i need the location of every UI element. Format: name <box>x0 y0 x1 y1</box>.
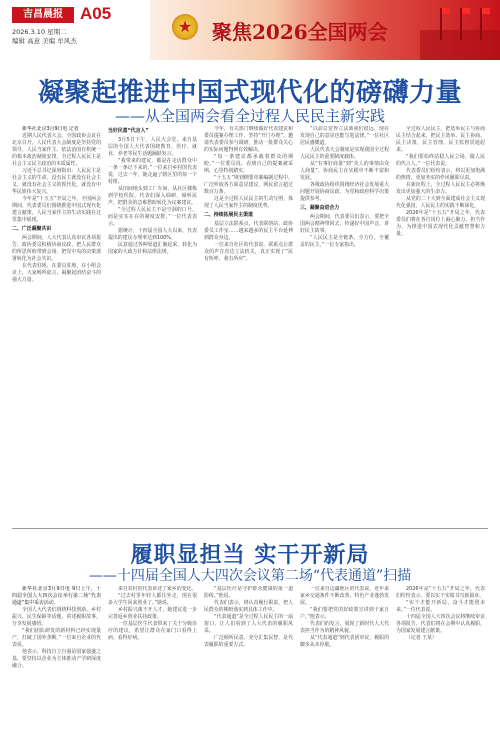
article-column <box>396 586 485 726</box>
paragraph: 今年，有关部门继续做好代表建议和委员提案办理工作，坚持“开门办理”，邀请代表委员参与调研，推动一批群众关心的实际问题得到有效解决。 <box>204 126 293 153</box>
paragraph: 十四届全国人大四次会议将继续审议各项报告，代表们将在会期中认真履职，为国家发展建言献策。 <box>396 614 485 634</box>
paragraph: “以前总觉得立法离我们很远，现在发现自己的意见也能写进法律。”一位社区居民感慨道。 <box>300 126 389 146</box>
paragraph: “过去村里年轻人都往外走，现在很多大学生回来创业了。”她说。 <box>108 593 197 606</box>
red-flag-icon <box>480 8 482 40</box>
article-column <box>204 126 293 498</box>
paragraph: 代表委员们纷纷表示，将以更加饱满的热情、更加务实的作风履职尽责。 <box>396 168 485 181</box>
article-column <box>12 126 101 498</box>
paragraph: “我带来的建议，都是在走访群众中一条一条记下来的。”一位来自乡村的代表说，过去一年，她走遍了辖区里的每一个村组。 <box>108 158 197 185</box>
paragraph: 基层立法联系点、代表联络站、政协委员工作室……越来越多的民主平台延伸到群众身边。 <box>204 221 293 241</box>
paragraph: 在新征程上，全过程人民民主必将焕发出更加强大的生命力。 <box>396 182 485 195</box>
paragraph: 一位来自边疆地区的代表说，近年来家乡交通条件不断改善，特色产业蓬勃发展。 <box>300 586 389 606</box>
paragraph: 他表示，科技自立自强是国家强盛之基，要坚持以企业为主体推动产学研深度融合。 <box>12 649 101 669</box>
article-column <box>108 586 197 726</box>
paragraph: 两会期间，代表委员们表示，要把全国两会精神带回去，传递好中国声音，讲好民主故事。 <box>300 214 389 234</box>
two-sessions-banner <box>150 0 500 60</box>
paragraph: “我们要始终站稳人民立场，做人民的代言人。”一位代表说。 <box>396 154 485 167</box>
paragraph: 习近平总书记深刻指出：人民民主是社会主义的生命，没有民主就没有社会主义，就没有社会主义的现代化，就没有中华民族伟大复兴。 <box>12 168 101 195</box>
section-heading: 三、凝聚奋进合力 <box>300 205 340 211</box>
paragraph: “我们团队研发的新材料已经实现量产，打破了国外垄断。”一位来自企业的代表说。 <box>12 628 101 648</box>
paragraph: 代表们的发言，展现了新时代人大代表担当作为的精神风貌。 <box>300 621 389 634</box>
paragraph: 从“代表通道”到代表团审议，履职的脚步从未停歇。 <box>300 635 389 648</box>
paragraph: 从“有事好商量”到“众人的事情由众人商量”，协商民主在实践中不断丰富和发展。 <box>300 161 389 181</box>
article1-body <box>12 126 485 498</box>
paragraph: 一位基层医生代表带来了关于分级诊疗的建议，希望让群众在家门口看得上病、看得好病。 <box>108 621 197 641</box>
paragraph: 新华社北京3月9日电 记者 <box>22 126 79 132</box>
paragraph: 从田间地头到工厂车间，从社区楼栋到学校医院，代表们深入调研，倾听民声，把群众的急难愁盼转化为议案建议。 <box>108 186 197 206</box>
paragraph: 全国人大代表们围绕科技创新、乡村振兴、民生保障等话题，讲述履职故事，分享发展感悟。 <box>12 607 101 627</box>
paragraph: 来自农村的代表讲述了家乡的变化。 <box>118 586 197 592</box>
paragraph: 这是全过程人民民主的生动写照，体现了人民当家作主的制度优势。 <box>204 196 293 209</box>
newspaper-logo: 吉昌晨报 <box>12 7 74 23</box>
page-number: A05 <box>80 4 112 23</box>
section-heading: 当好民意“代言人” <box>108 128 149 134</box>
star-icon: ★ <box>177 17 193 36</box>
red-flag-icon <box>440 8 442 40</box>
paragraph: 民意通过各种渠道汇聚起来，转化为国家的大政方针和法律法规。 <box>108 242 197 255</box>
paragraph: 今年是“十五五”开局之年。全国两会期间，代表委员们围绕推进中国式现代化建言献策，人民当家作主的生动实践在这里集中展现。 <box>12 196 101 223</box>
national-emblem-icon <box>172 14 198 40</box>
paragraph: 在代表驻地、在委员驻地，在小组会议上，大家畅所欲言，凝聚起团结奋斗的强大力量。 <box>12 263 101 283</box>
article1-subheadline: ——从全国两会看全过程人民民主新实践 <box>114 107 385 125</box>
paragraph: 两会期间，人大代表认真审议各项报告，政协委员积极协商议政，把人民群众的所思所盼带到会场，把党中央的决策部署转化为社会共识。 <box>12 235 101 262</box>
editor-credits: 编辑 高意 美编 牟风杰 <box>12 37 77 45</box>
paragraph: 近期人民代表大会、全国政协会议在北京召开。人民代表大会制度是坚持党的领导、人民当家作主、依法治国有机统一的根本政治制度安排，全过程人民民主是社会主义民主政治的本质属性。 <box>12 133 101 167</box>
paragraph: 人民代表大会制度是实现我国全过程人民民主的重要制度载体。 <box>300 147 389 160</box>
article-column <box>300 126 389 498</box>
paragraph: 代表们表示，将认真履行职责，把人民群众的期盼落实到具体工作中。 <box>204 600 293 613</box>
section-heading: 二、持续拓展民主渠道 <box>204 212 253 218</box>
paragraph: 广泛倾听民意、充分汇集民智，是代表履职的重要方式。 <box>204 635 293 648</box>
paragraph: 据统计，十四届全国人大以来，代表提出的建议办理率达到100%。 <box>108 228 197 241</box>
paragraph: 各级政协组织围绕经济社会发展重大问题开展协商议政，为党和政府科学决策提供参考。 <box>300 182 389 202</box>
paragraph: 新华社北京3月9日电 9日上午，十四届全国人大四次会议举行第二场“代表通道”集中采访活动。 <box>12 586 101 606</box>
article2-body <box>12 586 485 726</box>
paragraph: 一位来自社区的代表说，联系点让群众的声音直达立法机关，真正实现了“民有所呼、我有所应”。 <box>204 242 293 262</box>
paragraph: 2026年是“十五五”开局之年，代表们纷纷表示，要以实干实绩书写新篇章。 <box>396 586 485 599</box>
paragraph: “每一条建议都承载着群众的期盼。”一位委员说，看到自己的提案被采纳，心里特别踏实。 <box>204 154 293 174</box>
article-column <box>396 126 485 498</box>
red-flag-icon <box>460 8 462 40</box>
section-divider <box>12 528 488 529</box>
paragraph: “基层医疗是守护群众健康的第一道防线。”他说。 <box>204 586 293 599</box>
paragraph: （记者 王某） <box>406 635 437 641</box>
article-column <box>300 586 389 726</box>
article1-headline: 凝聚起推进中国式现代化的磅礴力量 <box>37 78 462 108</box>
article-column <box>12 586 101 726</box>
article-column <box>204 586 293 726</box>
issue-date: 2026.3.10 星期二 <box>12 28 67 36</box>
paragraph: 全过程人民民主，把选举民主与协商民主结合起来，把民主选举、民主协商、民主决策、民主管理、民主监督贯通起来。 <box>396 126 485 153</box>
masthead <box>0 0 500 60</box>
paragraph: 2026年是“十五五”开局之年，代表委员们将在各自岗位上凝心聚力、担当作为，为推进中国式现代化贡献智慧和力量。 <box>396 210 485 237</box>
paragraph: 3月5日下午，人民大会堂。来自基层的全国人大代表围绕教育、医疗、就业、养老等民生话题踊跃发言。 <box>108 137 197 157</box>
paragraph: “我们要把党的好政策宣讲到千家万户。”他表示。 <box>300 607 389 620</box>
paragraph: “代表通道”是全过程人民民主的一扇窗口，让人们看到了人大代表的履职风采。 <box>204 614 293 634</box>
article2-headline: 履职显担当 实干开新局 <box>130 542 370 568</box>
paragraph: “十五五”规划纲要草案编制过程中，广泛听取各方面意见建议，网民留言超过数百万条。 <box>204 175 293 195</box>
paragraph: “人民民主是全链条、全方位、全覆盖的民主。”一位专家指出。 <box>300 235 389 248</box>
paragraph: 从党的二十大到全面建成社会主义现代化强国，人民民主的实践不断深化。 <box>396 196 485 209</box>
banner-title: 聚焦2026全国两会 <box>212 20 388 44</box>
article-column <box>108 126 197 498</box>
paragraph: “全过程人民民主不是空洞的口号，而是实实在在的制度安排。”一位代表表示。 <box>108 207 197 227</box>
paragraph: 乡村振兴离不开人才，她建议进一步完善返乡创业扶持政策。 <box>108 607 197 620</box>
article2-subheadline: ——十四届全国人大四次会议第二场“代表通道”扫描 <box>88 568 412 584</box>
section-heading: 二、广泛凝聚共识 <box>12 226 52 232</box>
paragraph: “实干才能开新局，奋斗才能创未来。”一位代表说。 <box>396 600 485 613</box>
